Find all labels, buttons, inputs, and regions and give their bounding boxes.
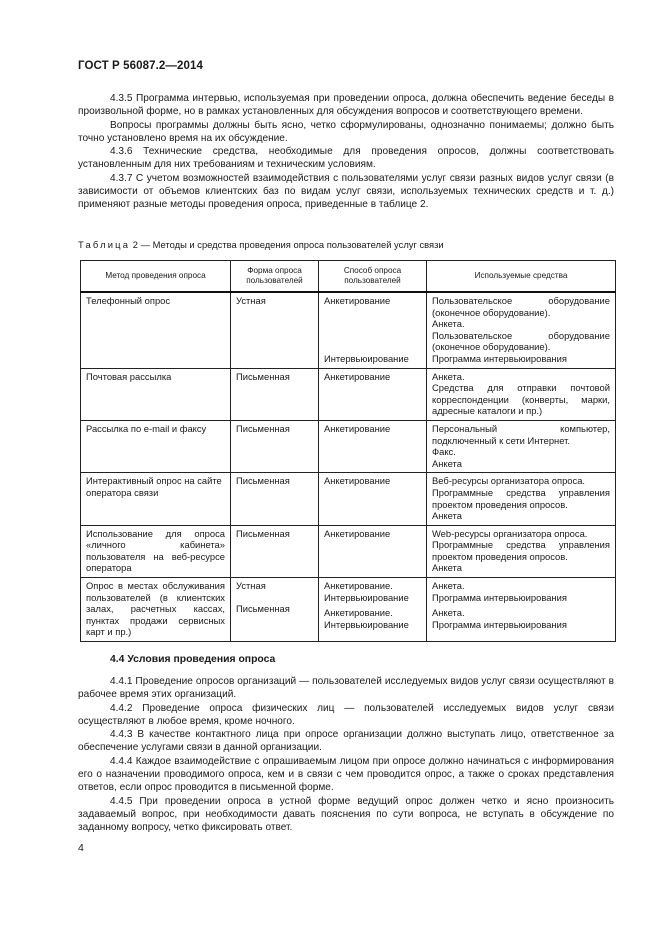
methods-table xyxy=(80,260,616,642)
table-caption-text: — Методы и средства проведения опроса пользователей услуг связи xyxy=(140,239,444,250)
table-row xyxy=(81,473,616,525)
cell-way: Анкетирование xyxy=(319,368,427,420)
paragraph-4-4-2: 4.4.2 Проведение опроса физических лиц — пользователей исследуемых видов услуг связи осуществляют в любое время, кроме ночного. xyxy=(78,702,614,727)
table-caption-prefix: Таблица xyxy=(78,239,131,250)
section-heading: 4.4 Условия проведения опроса xyxy=(110,654,276,665)
cell-way-line: Интервьюирование xyxy=(324,591,409,603)
cell-way-line: Интервьюирование xyxy=(324,352,409,364)
cell-means-line: Анкета. xyxy=(432,580,465,592)
paragraph-questions: Вопросы программы должны быть ясно, четко сформулированы, однозначно понимаемы; должно быть точно установлено время на их обсуждение. xyxy=(78,119,614,144)
col-header-way: Способ опроса пользователей xyxy=(319,261,427,293)
cell-means-line: Пользовательское оборудование (оконечное оборудование). xyxy=(432,295,610,318)
table-header-row xyxy=(81,261,616,293)
cell-means-line: Программные средства управления проектом проведения опросов. xyxy=(432,539,610,562)
cell-means xyxy=(427,292,616,368)
cell-means-line: Факс. xyxy=(432,446,456,458)
paragraph-4-4-5: 4.4.5 При проведении опроса в устной форме ведущий опрос должен четко и ясно произносить задаваемый вопрос, при необходимости давать пояснения по сути вопроса, не вступать в обсуждение по заданному вопросу, четко фиксировать ответ. xyxy=(78,795,614,834)
cell-form xyxy=(231,578,319,642)
table-row xyxy=(81,420,616,472)
paragraph-4-3-6: 4.3.6 Технические средства, необходимые для проведения опросов, должны соответствовать установленным для них требованиям и техническим условиям. xyxy=(78,146,614,171)
page-number: 4 xyxy=(78,842,84,854)
cell-method: Интерактивный опрос на сайте оператора связи xyxy=(81,473,231,525)
intro-paragraphs xyxy=(78,92,614,212)
paragraph-4-4-1: 4.4.1 Проведение опросов организаций — пользователей исследуемых видов услуг связи осуществляют в рабочее время этих организаций. xyxy=(78,676,614,701)
cell-means-line: Программные средства управления проектом проведения опросов. xyxy=(432,486,610,510)
cell-means-line: Анкета. xyxy=(432,318,465,330)
cell-means-line: Веб-ресурсы организатора опроса. xyxy=(432,475,586,487)
cell-means-line: Программа интервьюирования xyxy=(432,618,567,630)
cell-means-line: Анкета xyxy=(432,562,462,574)
cell-method: Рассылка по e-mail и факсу xyxy=(81,420,231,472)
paragraph-4-3-5: 4.3.5 Программа интервью, используемая при проведении опроса, должна обеспечить ведение беседы в произвольной форме, но в рамках установленных для обсуждения вопросов и соответствующего времени. xyxy=(78,93,614,118)
cell-form: Устная xyxy=(231,292,319,368)
cell-way-line: Анкетирование xyxy=(324,295,391,306)
cell-means xyxy=(427,368,616,420)
cell-method: Телефонный опрос xyxy=(81,292,231,368)
cell-way xyxy=(319,578,427,642)
paragraph-4-3-7: 4.3.7 С учетом возможностей взаимодействия с пользователями услуг связи разных видов услуг связи (в зависимости от объемов клиентских баз по видам услуг связи, используемых технических средств и т. д.) применяют разные методы проведения опроса, приведенные в таблице 2. xyxy=(78,172,614,211)
cell-form-line: Устная xyxy=(236,580,266,592)
cell-form: Письменная xyxy=(231,368,319,420)
table-row xyxy=(81,578,616,642)
cell-way: Анкетирование xyxy=(319,473,427,525)
conditions-paragraphs xyxy=(78,675,614,835)
document-header: ГОСТ Р 56087.2—2014 xyxy=(78,60,203,72)
cell-means-line: Анкета xyxy=(432,510,462,522)
cell-method: Опрос в местах обслуживания пользователей (в клиентских залах, расчетных кассах, пунктах продажи сервисных карт и пр.) xyxy=(81,578,231,642)
table-row xyxy=(81,292,616,368)
cell-form-line: Письменная xyxy=(236,603,290,615)
cell-means xyxy=(427,473,616,525)
cell-form: Письменная xyxy=(231,525,319,577)
paragraph-4-4-4: 4.4.4 Каждое взаимодействие с опрашиваемым лицом при опросе должно начинаться с информирования его о назначении проводимого опроса, кем и в связи с чем проводится опрос, а также о сроках представления ответов, если опрос проводится в письменной форме. xyxy=(78,755,614,794)
cell-means xyxy=(427,420,616,472)
col-header-method: Метод проведения опроса xyxy=(81,261,231,293)
col-header-form: Форма опроса пользователей xyxy=(231,261,319,293)
cell-form: Письменная xyxy=(231,420,319,472)
cell-means-line: Web-ресурсы организатора опроса. xyxy=(432,527,588,539)
table-caption xyxy=(78,239,444,250)
table-row xyxy=(81,368,616,420)
col-header-means: Используемые средства xyxy=(427,261,616,293)
cell-means-line: Анкета. xyxy=(432,370,465,382)
cell-way-line: Интервьюирование xyxy=(324,618,409,630)
cell-way: Анкетирование xyxy=(319,525,427,577)
cell-method: Использование для опроса «личного кабинета» пользователя на веб-ресурсе оператора xyxy=(81,525,231,577)
cell-means-line: Анкета. xyxy=(432,607,465,619)
table-caption-number: 2 xyxy=(132,239,138,250)
cell-means-line: Программа интервьюирования xyxy=(432,591,567,603)
cell-way-line: Анкетирование. xyxy=(324,607,393,619)
cell-method: Почтовая рассылка xyxy=(81,368,231,420)
cell-means-line: Программа интервьюирования xyxy=(432,352,567,364)
cell-means-line: Средства для отправки почтовой корреспонденции (конверты, марки, адресные каталоги и пр.) xyxy=(432,382,610,417)
cell-form: Письменная xyxy=(231,473,319,525)
cell-means-line: Анкета xyxy=(432,457,462,469)
cell-way-line: Анкетирование. xyxy=(324,580,393,592)
paragraph-4-4-3: 4.4.3 В качестве контактного лица при опросе организации должно выступать лицо, ответственное за обеспечение услугами связи в данной организации. xyxy=(78,729,614,754)
table-row xyxy=(81,525,616,577)
cell-way: Анкетирование xyxy=(319,420,427,472)
cell-means-line: Пользовательское оборудование (оконечное оборудование). xyxy=(432,329,610,353)
cell-means-line: Персональный компьютер, подключенный к сети Интернет. xyxy=(432,422,610,446)
cell-means xyxy=(427,578,616,642)
cell-way xyxy=(319,292,427,368)
cell-means xyxy=(427,525,616,577)
